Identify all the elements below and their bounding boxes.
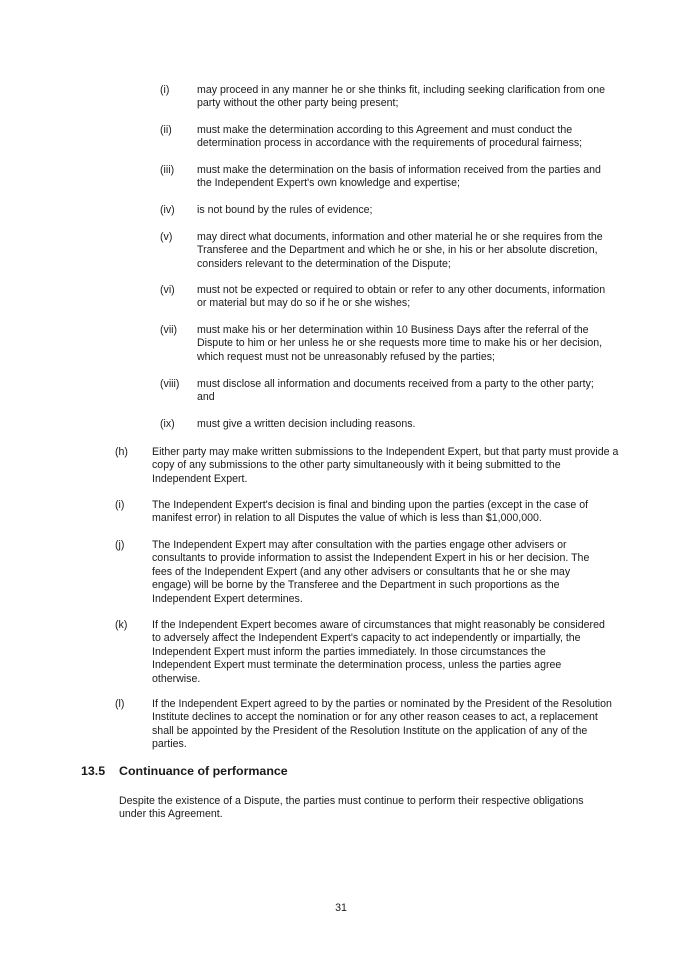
subitem-text: is not bound by the rules of evidence; <box>197 204 373 216</box>
subitem-label: (v) <box>160 231 173 243</box>
subitem-label: (viii) <box>160 378 180 390</box>
item-text: The Independent Expert may after consultation with the parties engage other advisers or consultants to provide information to assist the Independent Expert in his or her decision. The fees of the Independent Expert (and any other advisers or consultants that he or she may engage) will be borne by the Transferee and the Department in such proportions as the Independent Expert determines. <box>152 539 590 605</box>
item-text: Either party may make written submissions to the Independent Expert, but that party must provide a copy of any submissions to the other party simultaneously with it being submitted to the Independent Expert. <box>152 446 619 485</box>
subitem-text: may direct what documents, information and other material he or she requires from the Transferee and the Department and which he or she, in his or her absolute discretion, considers relevant to the determination of the Dispute; <box>197 231 603 270</box>
item-label: (h) <box>115 446 128 458</box>
subitem-label: (vi) <box>160 284 175 296</box>
page-number: 31 <box>335 902 347 914</box>
item-text: The Independent Expert's decision is final and binding upon the parties (except in the case of manifest error) in relation to all Disputes the value of which is less than $1,000,000. <box>152 499 589 525</box>
subitem-text: must give a written decision including reasons. <box>197 418 416 430</box>
subitem-text: must disclose all information and documents received from a party to the other party; and <box>197 378 594 404</box>
subitem-label: (vii) <box>160 324 178 336</box>
item-label: (l) <box>115 698 125 710</box>
section-title: Continuance of performance <box>119 764 288 778</box>
subitem-label: (iii) <box>160 164 175 176</box>
subitem-text: may proceed in any manner he or she thinks fit, including seeking clarification from one party without the other party being present; <box>197 84 606 110</box>
subitem-label: (ix) <box>160 418 175 430</box>
item-text: If the Independent Expert agreed to by the parties or nominated by the President of the Resolution Institute declines to accept the nomination or for any other reason ceases to act, a replacement shall be appointed by the President of the Resolution Institute on the application of any of the parties. <box>152 698 612 751</box>
subitem-label: (ii) <box>160 124 172 136</box>
item-label: (j) <box>115 539 125 551</box>
subitem-text: must not be expected or required to obtain or refer to any other documents, information or material but may do so if he or she wishes; <box>197 284 606 310</box>
subitem-text: must make his or her determination within 10 Business Days after the referral of the Dispute to him or her unless he or she requests more time to make his or her decision, which request must not be unreasonably refused by the parties; <box>197 324 603 363</box>
section-number: 13.5 <box>81 764 106 778</box>
subitem-label: (i) <box>160 84 170 96</box>
item-text: If the Independent Expert becomes aware of circumstances that might reasonably be considered to adversely affect the Independent Expert's capacity to act independently or impartially, the Independent Expert must inform the parties immediately. In those circumstances the Independent Expert must terminate the determination process, unless the parties agree otherwise. <box>152 619 605 685</box>
subitem-label: (iv) <box>160 204 175 216</box>
item-label: (k) <box>115 619 128 631</box>
subitem-text: must make the determination on the basis of information received from the parties and the Independent Expert's own knowledge and expertise; <box>197 164 601 190</box>
section-body: Despite the existence of a Dispute, the parties must continue to perform their respective obligations under this Agreement. <box>119 795 584 821</box>
subitem-text: must make the determination according to this Agreement and must conduct the determination process in accordance with the requirements of procedural fairness; <box>197 124 583 150</box>
item-label: (i) <box>115 499 125 511</box>
